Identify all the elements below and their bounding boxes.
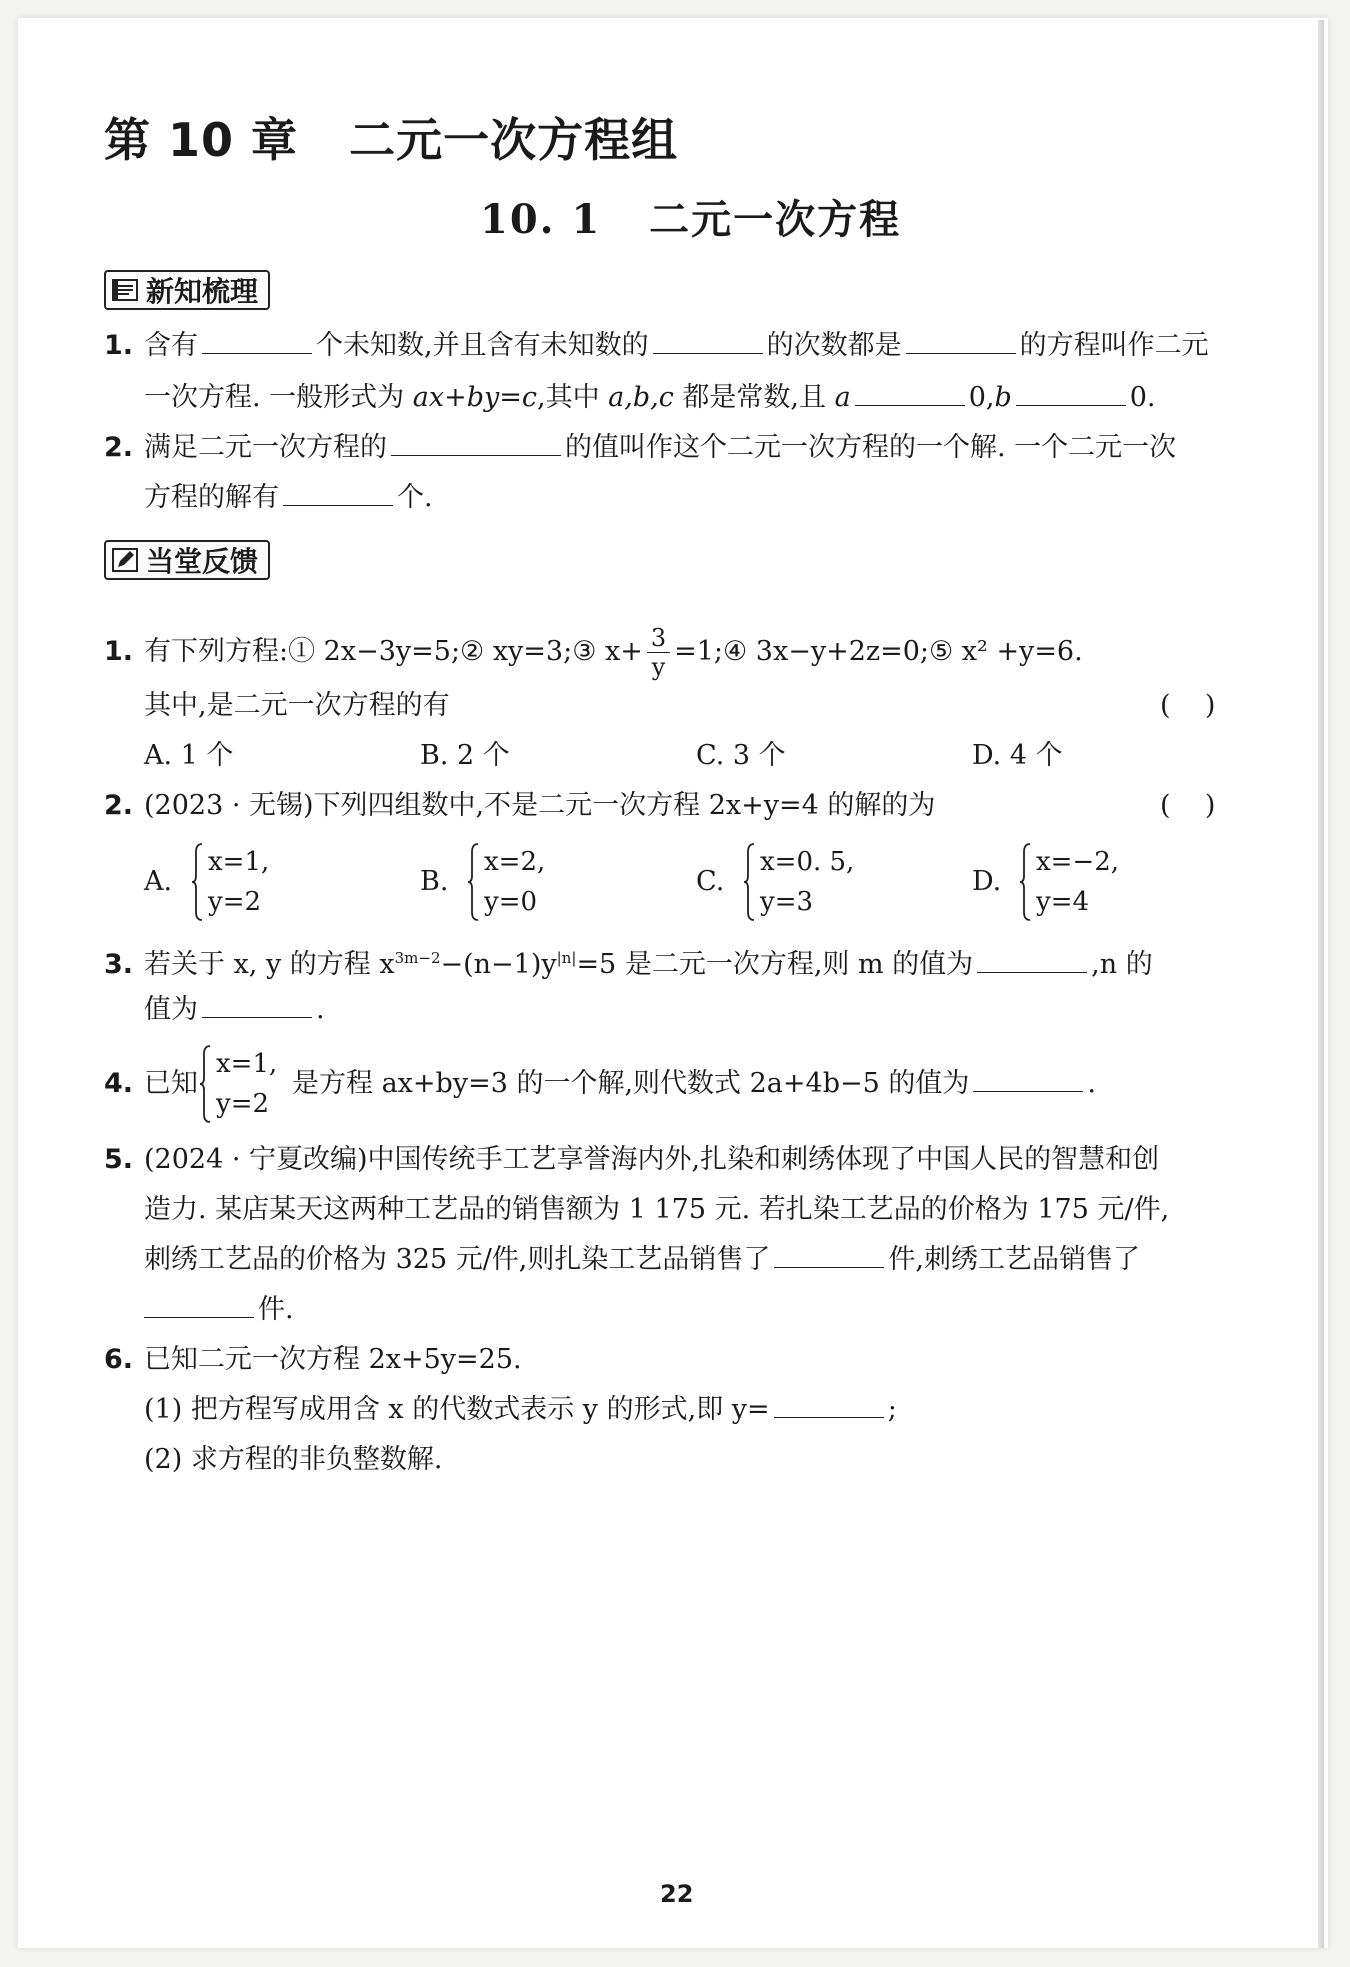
answer-blank[interactable] xyxy=(906,327,1016,354)
section-title: 10. 1 二元一次方程 xyxy=(480,196,902,243)
answer-blank[interactable] xyxy=(774,1391,884,1418)
brace-icon xyxy=(1018,842,1032,922)
question-4-label: 4. 已知 xyxy=(104,1068,198,1099)
answer-blank[interactable] xyxy=(653,327,763,354)
answer-blank[interactable] xyxy=(202,991,312,1018)
knowledge-item-2-line-1: 2. 满足二元一次方程的 的值叫作这个二元一次方程的一个解. 一个二元一次 xyxy=(104,428,1176,468)
q2-option-a-system[interactable]: x=1, y=2 xyxy=(190,842,269,922)
chapter-title: 第 10 章 二元一次方程组 xyxy=(104,113,679,167)
page-edge xyxy=(1318,20,1324,1948)
question-5-line-4: 件. xyxy=(144,1290,294,1330)
banner-feedback xyxy=(104,540,270,580)
question-6-part-2: (2) 求方程的非负整数解. xyxy=(144,1444,443,1475)
brace-icon xyxy=(190,842,204,922)
brace-icon xyxy=(742,842,756,922)
q1-option-d[interactable]: D. 4 个 xyxy=(972,740,1063,771)
q1-option-a[interactable]: A. 1 个 xyxy=(144,740,234,771)
answer-blank[interactable] xyxy=(391,429,561,456)
banner-knowledge-label: 新知梳理 xyxy=(146,275,259,308)
knowledge-item-1-line-2: 一次方程. 一般形式为 ax+by=c,其中 a,b,c 都是常数,且 a 0,b 0. xyxy=(144,378,1156,418)
question-2-line-1: 2. (2023 · 无锡)下列四组数中,不是二元一次方程 2x+y=4 的解的为 xyxy=(104,790,936,821)
answer-blank[interactable] xyxy=(1016,379,1126,406)
answer-paren[interactable]: ( ) xyxy=(1160,690,1216,721)
question-5-line-1: 5. (2024 · 宁夏改编)中国传统手工艺享誉海内外,扎染和刺绣体现了中国人民的智慧和创 xyxy=(104,1144,1160,1175)
question-5-line-3: 刺绣工艺品的价格为 325 元/件,则扎染工艺品销售了 件,刺绣工艺品销售了 xyxy=(144,1240,1140,1280)
answer-blank[interactable] xyxy=(283,479,393,506)
answer-blank[interactable] xyxy=(973,1065,1083,1092)
q1-option-b[interactable]: B. 2 个 xyxy=(420,740,510,771)
q4-solution-system: x=1, y=2 xyxy=(198,1044,277,1124)
q2-option-b-system[interactable]: x=2, y=0 xyxy=(466,842,545,922)
answer-paren[interactable]: ( ) xyxy=(1160,790,1216,821)
banner-knowledge xyxy=(104,270,270,310)
question-3-line-2: 值为 . xyxy=(144,990,325,1030)
answer-blank[interactable] xyxy=(774,1241,884,1268)
answer-blank[interactable] xyxy=(144,1291,254,1318)
question-5-line-2: 造力. 某店某天这两种工艺品的销售额为 1 175 元. 若扎染工艺品的价格为 175 元/件, xyxy=(144,1194,1170,1225)
brace-icon xyxy=(466,842,480,922)
answer-blank[interactable] xyxy=(202,327,312,354)
banner-feedback-label: 当堂反馈 xyxy=(146,545,259,578)
q2-option-c-system[interactable]: x=0. 5, y=3 xyxy=(742,842,854,922)
answer-blank[interactable] xyxy=(977,946,1087,973)
question-1-line-2: 其中,是二元一次方程的有 xyxy=(144,690,450,721)
knowledge-item-2-line-2: 方程的解有 个. xyxy=(144,478,433,518)
q1-option-c[interactable]: C. 3 个 xyxy=(696,740,786,771)
answer-blank[interactable] xyxy=(855,379,965,406)
q2-option-d-label[interactable]: D. xyxy=(972,866,1002,897)
question-4-text: 是方程 ax+by=3 的一个解,则代数式 2a+4b−5 的值为 . xyxy=(292,1064,1096,1104)
q2-option-c-label[interactable]: C. xyxy=(696,866,725,897)
q2-option-b-label[interactable]: B. xyxy=(420,866,449,897)
q2-option-a-label[interactable]: A. xyxy=(144,866,173,897)
brace-icon xyxy=(198,1044,212,1124)
question-3-line-1: 3. 若关于 x, y 的方程 $x^{3m-2}-(n-1)y^{|n|}=5$ 是二元一次方程,则 m 的值为 ,n 的 xyxy=(104,938,1153,985)
book-icon xyxy=(112,277,138,303)
fraction: $\frac{3}{y}$ xyxy=(647,624,670,681)
knowledge-item-1-line-1: 1. 含有 个未知数,并且含有未知数的 的次数都是 的方程叫作二元 xyxy=(104,326,1209,366)
question-6-line-1: 6. 已知二元一次方程 2x+5y=25. xyxy=(104,1344,522,1375)
page-number: 22 xyxy=(660,1880,694,1908)
pencil-icon xyxy=(112,547,138,573)
question-1-line-1: 1. 有下列方程:① 2x−3y=5;② xy=3;③ x+ $\frac{3}{y}$ =1;④ 3x−y+2z=0;⑤ x² +y=6. xyxy=(104,624,1083,681)
q2-option-d-system[interactable]: x=−2, y=4 xyxy=(1018,842,1119,922)
question-6-part-1: (1) 把方程写成用含 x 的代数式表示 y 的形式,即 y= ; xyxy=(144,1390,897,1430)
